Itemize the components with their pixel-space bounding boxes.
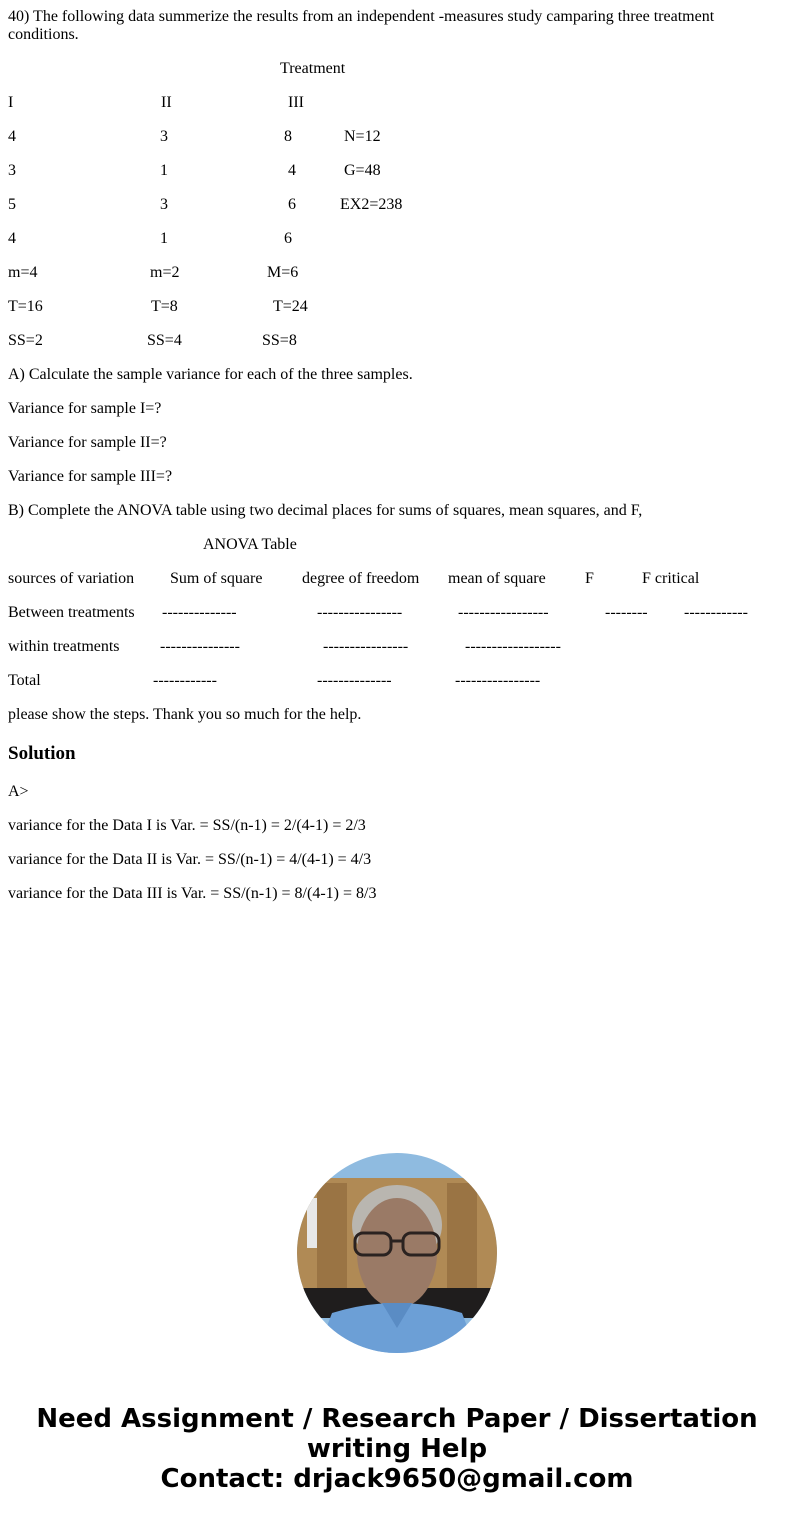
ss-ii: SS=4 bbox=[147, 332, 182, 349]
column-header-ii: II bbox=[161, 94, 172, 111]
anova-row-between-label: Between treatments bbox=[8, 604, 135, 621]
promo-banner bbox=[0, 1404, 794, 1494]
solution-heading: Solution bbox=[8, 743, 76, 764]
closing-request: please show the steps. Thank you so much for the help. bbox=[8, 706, 362, 723]
anova-row-within-label: within treatments bbox=[8, 638, 120, 655]
anova-title: ANOVA Table bbox=[203, 536, 297, 553]
anova-blank: ---------------- bbox=[323, 638, 409, 655]
variance-prompt-i: Variance for sample I=? bbox=[8, 400, 162, 417]
anova-blank: ------------------ bbox=[465, 638, 561, 655]
anova-header-ms: mean of square bbox=[448, 570, 546, 587]
promo-line-1: Need Assignment / Research Paper / Dissertation bbox=[36, 1404, 758, 1434]
data-cell: 1 bbox=[160, 162, 168, 179]
promo-contact: Contact: drjack9650@gmail.com bbox=[160, 1464, 634, 1494]
anova-blank: ---------------- bbox=[455, 672, 541, 689]
anova-blank: ------------ bbox=[153, 672, 217, 689]
anova-blank: ----------------- bbox=[458, 604, 549, 621]
solution-line: variance for the Data II is Var. = SS/(n-1) = 4/(4-1) = 4/3 bbox=[8, 851, 372, 868]
mean-i: m=4 bbox=[8, 264, 38, 281]
portrait-icon bbox=[297, 1153, 497, 1353]
anova-header-df: degree of freedom bbox=[302, 570, 420, 587]
data-cell: 4 bbox=[8, 128, 16, 145]
data-cell: 8 bbox=[284, 128, 292, 145]
data-cell: 6 bbox=[284, 230, 292, 247]
data-cell: 5 bbox=[8, 196, 16, 213]
anova-header-f: F bbox=[585, 570, 594, 587]
part-a-prompt: A) Calculate the sample variance for each of the three samples. bbox=[8, 366, 413, 383]
column-header-i: I bbox=[8, 94, 14, 111]
summary-n: N=12 bbox=[344, 128, 381, 145]
summary-g: G=48 bbox=[344, 162, 381, 179]
mean-ii: m=2 bbox=[150, 264, 180, 281]
anova-header-ss: Sum of square bbox=[170, 570, 263, 587]
anova-row-total-label: Total bbox=[8, 672, 41, 689]
anova-blank: -------------- bbox=[162, 604, 237, 621]
data-cell: 4 bbox=[8, 230, 16, 247]
data-cell: 1 bbox=[160, 230, 168, 247]
column-header-iii: III bbox=[288, 94, 304, 111]
data-cell: 3 bbox=[160, 196, 168, 213]
summary-ex2: EX2=238 bbox=[340, 196, 403, 213]
total-iii: T=24 bbox=[273, 298, 308, 315]
part-b-prompt: B) Complete the ANOVA table using two decimal places for sums of squares, mean squares, and F, bbox=[8, 502, 643, 519]
anova-header-source: sources of variation bbox=[8, 570, 135, 587]
ss-iii: SS=8 bbox=[262, 332, 297, 349]
anova-blank: --------------- bbox=[160, 638, 240, 655]
data-cell: 4 bbox=[288, 162, 296, 179]
data-cell: 6 bbox=[288, 196, 296, 213]
treatment-heading: Treatment bbox=[280, 60, 346, 77]
total-i: T=16 bbox=[8, 298, 43, 315]
anova-blank: -------- bbox=[605, 604, 648, 621]
solution-line: variance for the Data I is Var. = SS/(n-1) = 2/(4-1) = 2/3 bbox=[8, 817, 366, 834]
promo-line-2: writing Help bbox=[306, 1434, 488, 1464]
variance-prompt-ii: Variance for sample II=? bbox=[8, 434, 167, 451]
anova-blank: ---------------- bbox=[317, 604, 403, 621]
data-cell: 3 bbox=[160, 128, 168, 145]
data-cell: 3 bbox=[8, 162, 16, 179]
avatar bbox=[297, 1153, 497, 1353]
solution-label: A> bbox=[8, 783, 29, 800]
question-intro: 40) The following data summerize the results from an independent -measures study camparing three treatment conditions. bbox=[8, 8, 715, 43]
variance-prompt-iii: Variance for sample III=? bbox=[8, 468, 173, 485]
anova-blank: ------------ bbox=[684, 604, 748, 621]
ss-i: SS=2 bbox=[8, 332, 43, 349]
solution-line: variance for the Data III is Var. = SS/(n-1) = 8/(4-1) = 8/3 bbox=[8, 885, 377, 902]
mean-iii: M=6 bbox=[267, 264, 299, 281]
anova-header-fcrit: F critical bbox=[642, 570, 700, 587]
anova-blank: -------------- bbox=[317, 672, 392, 689]
total-ii: T=8 bbox=[151, 298, 178, 315]
